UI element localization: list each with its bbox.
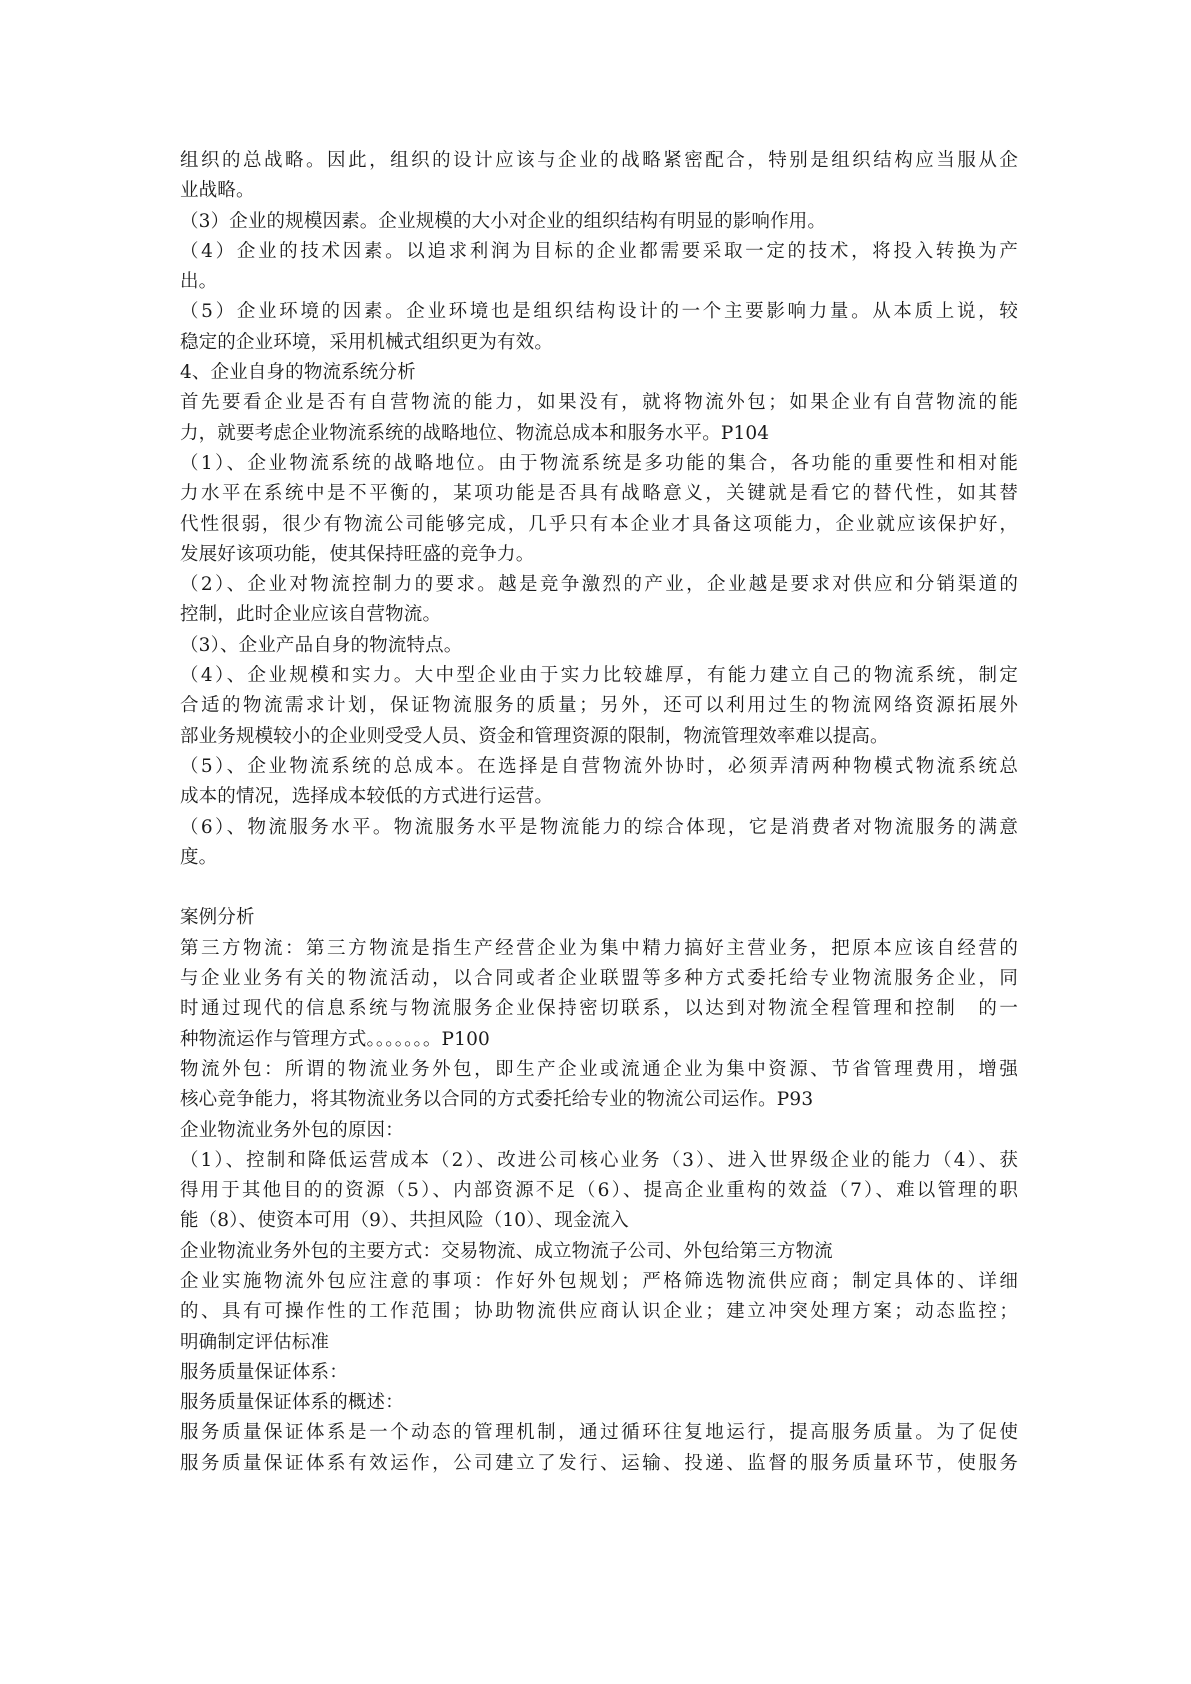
blank-line xyxy=(180,873,1018,903)
text-line: 代性很弱，很少有物流公司能够完成，几乎只有本企业才具备这项能力，企业就应该保护好， xyxy=(180,513,1018,535)
text-line: （5）企业环境的因素。企业环境也是组织结构设计的一个主要影响力量。从本质上说，较 xyxy=(180,301,1018,323)
text-line: （3）、企业产品自身的物流特点。 xyxy=(180,634,463,656)
text-line: 出。 xyxy=(180,271,218,293)
text-line: 核心竞争能力，将其物流业务以合同的方式委托给专业的物流公司运作。P93 xyxy=(180,1089,814,1111)
section-heading: 4、企业自身的物流系统分析 xyxy=(180,362,416,384)
text-line: 企业物流业务外包的主要方式：交易物流、成立物流子公司、外包给第三方物流 xyxy=(180,1240,833,1262)
text-line: 合适的物流需求计划，保证物流服务的质量；另外，还可以利用过生的物流网络资源拓展外 xyxy=(180,695,1018,717)
section-heading: 服务质量保证体系： xyxy=(180,1361,348,1383)
text-line: 首先要看企业是否有自营物流的能力，如果没有，就将物流外包；如果企业有自营物流的能 xyxy=(180,392,1018,414)
text-line: 物流外包：所谓的物流业务外包，即生产企业或流通企业为集中资源、节省管理费用，增强 xyxy=(180,1058,1018,1080)
text-line: （6）、物流服务水平。物流服务水平是物流能力的综合体现，它是消费者对物流服务的满意 xyxy=(180,816,1018,838)
text-line: （4）企业的技术因素。以追求利润为目标的企业都需要采取一定的技术，将投入转换为产 xyxy=(180,240,1018,262)
text-line: （1）、企业物流系统的战略地位。由于物流系统是多功能的集合，各功能的重要性和相对能 xyxy=(180,452,1018,474)
text-line: 第三方物流：第三方物流是指生产经营企业为集中精力搞好主营业务，把原本应该自经营的 xyxy=(180,937,1018,959)
text-line: 明确制定评估标准 xyxy=(180,1331,330,1353)
document-body xyxy=(180,146,1018,1479)
text-line: （1）、控制和降低运营成本（2）、改进公司核心业务（3）、进入世界级企业的能力（4）、获 xyxy=(180,1149,1018,1171)
text-line: 稳定的企业环境，采用机械式组织更为有效。 xyxy=(180,331,554,353)
text-line: （2）、企业对物流控制力的要求。越是竞争激烈的产业，企业越是要求对供应和分销渠道的 xyxy=(180,574,1018,596)
text-line: 组织的总战略。因此，组织的设计应该与企业的战略紧密配合，特别是组织结构应当服从企 xyxy=(180,150,1018,171)
text-line: （5）、企业物流系统的总成本。在选择是自营物流外协时，必须弄清两种物模式物流系统总 xyxy=(180,755,1018,777)
text-line: 得用于其他目的的资源（5）、内部资源不足（6）、提高企业重构的效益（7）、难以管理的职 xyxy=(180,1180,1018,1202)
text-line: 力水平在系统中是不平衡的，某项功能是否具有战略意义，关键就是看它的替代性，如其替 xyxy=(180,483,1018,505)
text-line: 企业物流业务外包的原因： xyxy=(180,1119,404,1141)
text-line: 时通过现代的信息系统与物流服务企业保持密切联系，以达到对物流全程管理和控制 的一 xyxy=(180,998,1018,1020)
text-line: 发展好该项功能，使其保持旺盛的竞争力。 xyxy=(180,543,535,565)
text-line: 能（8）、使资本可用（9）、共担风险（10）、现金流入 xyxy=(180,1210,629,1232)
text-line: 力，就要考虑企业物流系统的战略地位、物流总成本和服务水平。P104 xyxy=(180,422,770,444)
text-line: 控制，此时企业应该自营物流。 xyxy=(180,604,442,626)
text-line: 的、具有可操作性的工作范围；协助物流供应商认识企业；建立冲突处理方案；动态监控； xyxy=(180,1301,1018,1323)
text-line: 度。 xyxy=(180,846,218,868)
section-heading: 服务质量保证体系的概述： xyxy=(180,1392,404,1414)
section-heading: 案例分析 xyxy=(180,907,255,929)
text-line: （4）、企业规模和实力。大中型企业由于实力比较雄厚，有能力建立自己的物流系统，制定 xyxy=(180,665,1018,687)
text-line: 企业实施物流外包应注意的事项：作好外包规划；严格筛选物流供应商；制定具体的、详细 xyxy=(180,1270,1018,1292)
text-line: 业战略。 xyxy=(180,180,255,202)
text-line: 服务质量保证体系有效运作，公司建立了发行、运输、投递、监督的服务质量环节，使服务 xyxy=(180,1452,1018,1474)
text-line: （3）企业的规模因素。企业规模的大小对企业的组织结构有明显的影响作用。 xyxy=(180,210,827,232)
text-line: 与企业业务有关的物流活动，以合同或者企业联盟等多种方式委托给专业物流服务企业，同 xyxy=(180,968,1018,990)
text-line: 成本的情况，选择成本较低的方式进行运营。 xyxy=(180,786,554,808)
text-line: 种物流运作与管理方式。。。。。。。P100 xyxy=(180,1028,490,1050)
text-line: 部业务规模较小的企业则受受人员、资金和管理资源的限制，物流管理效率难以提高。 xyxy=(180,725,889,747)
text-line: 服务质量保证体系是一个动态的管理机制，通过循环往复地运行，提高服务质量。为了促使 xyxy=(180,1422,1018,1444)
